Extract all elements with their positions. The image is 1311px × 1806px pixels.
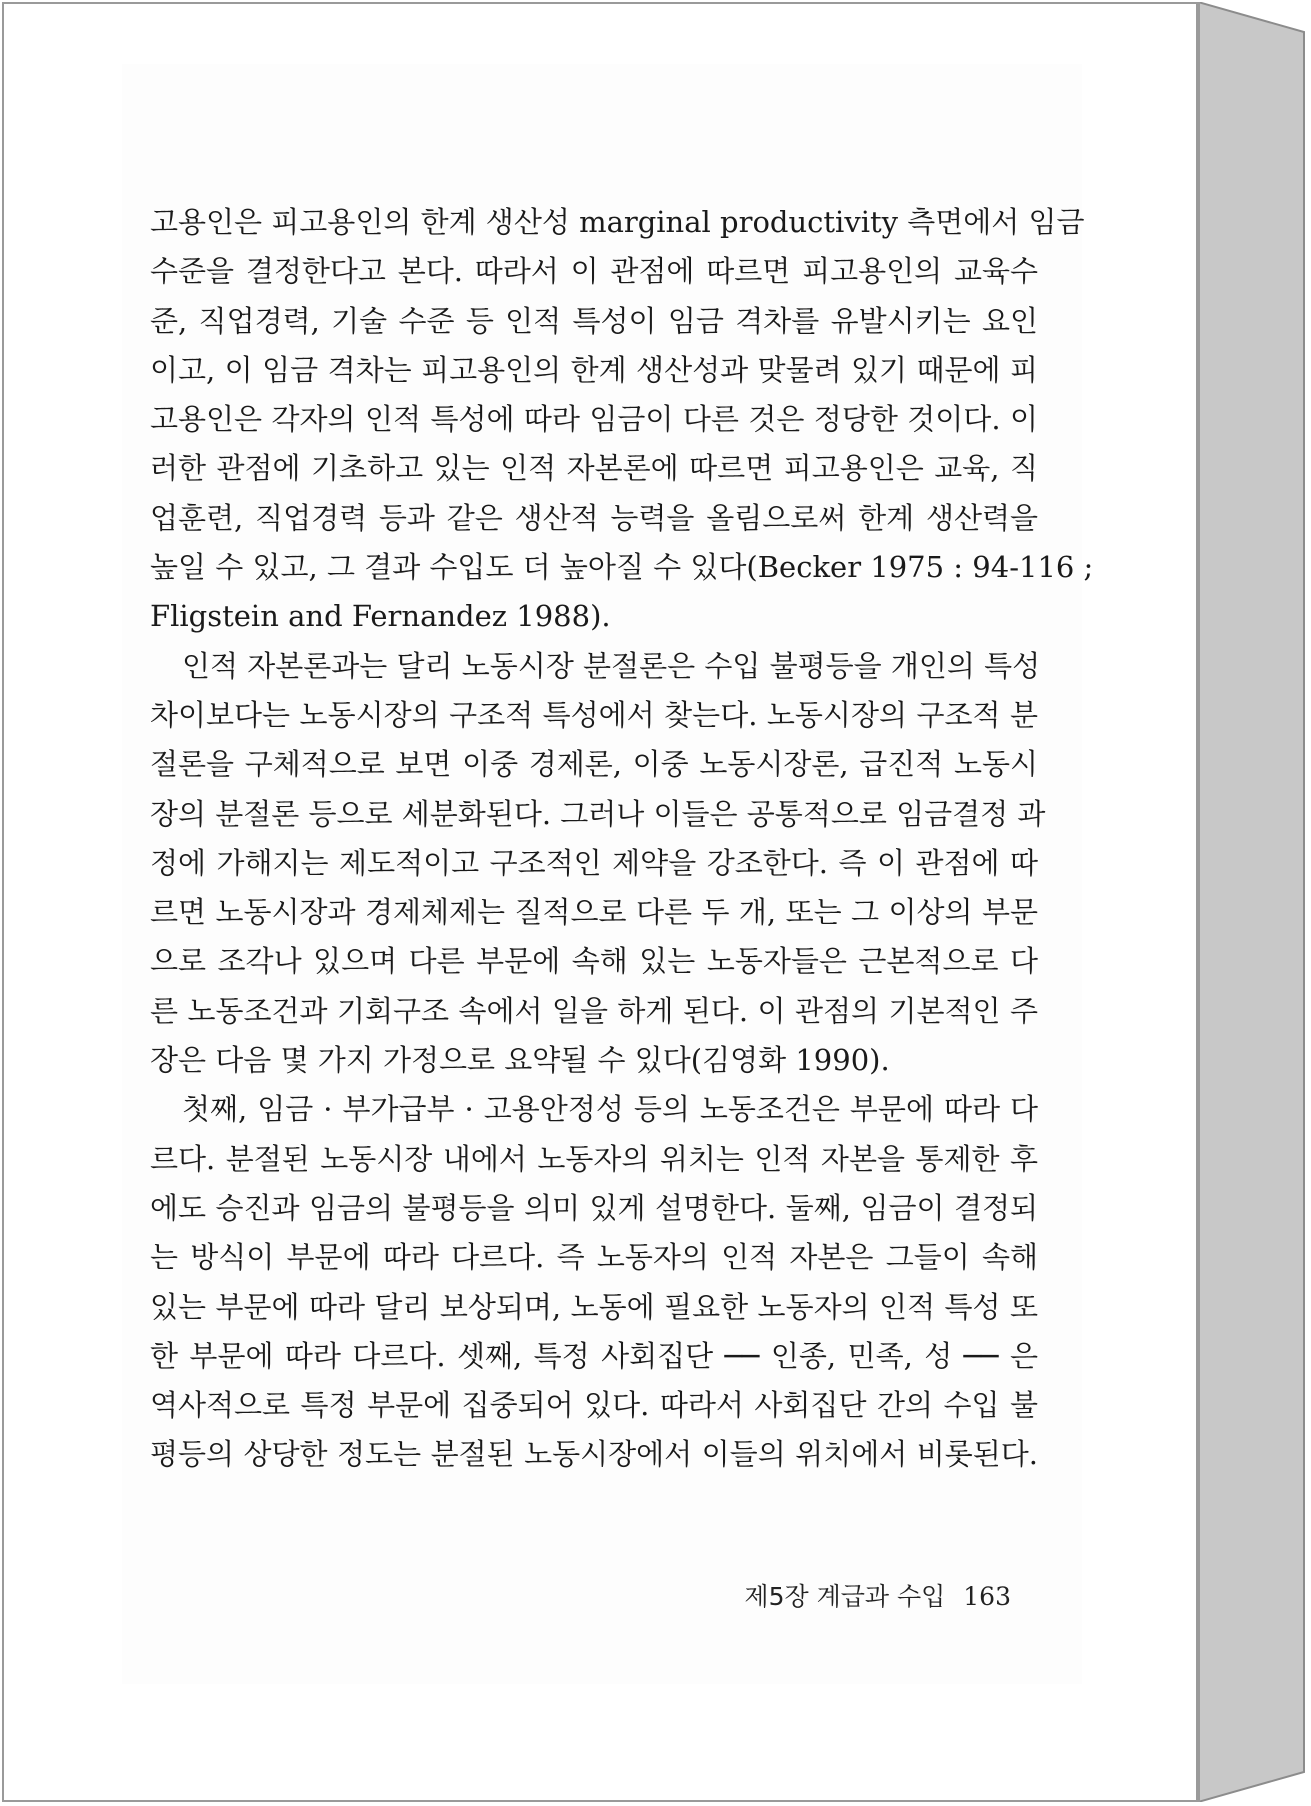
text-line: 높일 수 있고, 그 결과 수입도 더 높아질 수 있다(Becker 1975 : 94-116 ;	[150, 550, 1094, 585]
text-line: 장은 다음 몇 가지 가정으로 요약될 수 있다(김영화 1990).	[150, 1043, 890, 1078]
text-line: 는 방식이 부문에 따라 다르다. 즉 노동자의 인적 자본은 그들이 속해	[150, 1240, 1038, 1275]
paragraph-3	[150, 1085, 1038, 1479]
text-line: Fligstein and Fernandez 1988).	[150, 599, 611, 634]
text-line: 고용인은 각자의 인적 특성에 따라 임금이 다른 것은 정당한 것이다. 이	[150, 402, 1038, 437]
text-line: 업훈련, 직업경력 등과 같은 생산적 능력을 올림으로써 한계 생산력을	[150, 500, 1038, 535]
text-line: 으로 조각나 있으며 다른 부문에 속해 있는 노동자들은 근본적으로 다	[150, 944, 1038, 979]
text-line: 고용인은 피고용인의 한계 생산성 marginal productivity 측면에서 임금	[150, 205, 1085, 239]
text-line: 한 부문에 따라 다르다. 셋째, 특정 사회집단 ── 인종, 민족, 성 ── 은	[150, 1338, 1038, 1373]
chapter-title: 제5장 계급과 수입	[744, 1582, 946, 1611]
paragraph-1	[150, 198, 1094, 642]
text-line: 이고, 이 임금 격차는 피고용인의 한계 생산성과 맞물려 있기 때문에 피	[150, 352, 1038, 387]
text-line: 정에 가해지는 제도적이고 구조적인 제약을 강조한다. 즉 이 관점에 따	[150, 845, 1038, 880]
text-line: 르면 노동시장과 경제체제는 질적으로 다른 두 개, 또는 그 이상의 부문	[150, 895, 1038, 930]
text-line: 역사적으로 특정 부문에 집중되어 있다. 따라서 사회집단 간의 수입 불	[150, 1388, 1038, 1423]
page-footer	[744, 1577, 1011, 1613]
text-line: 에도 승진과 임금의 불평등을 의미 있게 설명한다. 둘째, 임금이 결정되	[150, 1190, 1038, 1225]
text-line: 준, 직업경력, 기술 수준 등 인적 특성이 임금 격차를 유발시키는 요인	[150, 303, 1038, 338]
text-line: 르다. 분절된 노동시장 내에서 노동자의 위치는 인적 자본을 통제한 후	[150, 1141, 1038, 1176]
page-number: 163	[963, 1582, 1011, 1611]
book-spine-side	[1198, 2, 1308, 1802]
text-line: 절론을 구체적으로 보면 이중 경제론, 이중 노동시장론, 급진적 노동시	[150, 747, 1038, 782]
text-line: 인적 자본론과는 달리 노동시장 분절론은 수입 불평등을 개인의 특성	[182, 648, 1041, 683]
paragraph-2	[150, 642, 1046, 1086]
text-line: 장의 분절론 등으로 세분화된다. 그러나 이들은 공통적으로 임금결정 과	[150, 796, 1046, 831]
text-line: 평등의 상당한 정도는 분절된 노동시장에서 이들의 위치에서 비롯된다.	[150, 1437, 1038, 1472]
text-line: 수준을 결정한다고 본다. 따라서 이 관점에 따르면 피고용인의 교육수	[150, 254, 1038, 289]
text-line: 러한 관점에 기초하고 있는 인적 자본론에 따르면 피고용인은 교육, 직	[150, 451, 1038, 486]
text-line: 있는 부문에 따라 달리 보상되며, 노동에 필요한 노동자의 인적 특성 또	[150, 1289, 1038, 1324]
text-line: 첫째, 임금 · 부가급부 · 고용안정성 등의 노동조건은 부문에 따라 다	[182, 1092, 1038, 1127]
text-line: 차이보다는 노동시장의 구조적 특성에서 찾는다. 노동시장의 구조적 분	[150, 697, 1038, 732]
body-text	[150, 198, 1094, 1480]
text-line: 른 노동조건과 기회구조 속에서 일을 하게 된다. 이 관점의 기본적인 주	[150, 993, 1038, 1028]
